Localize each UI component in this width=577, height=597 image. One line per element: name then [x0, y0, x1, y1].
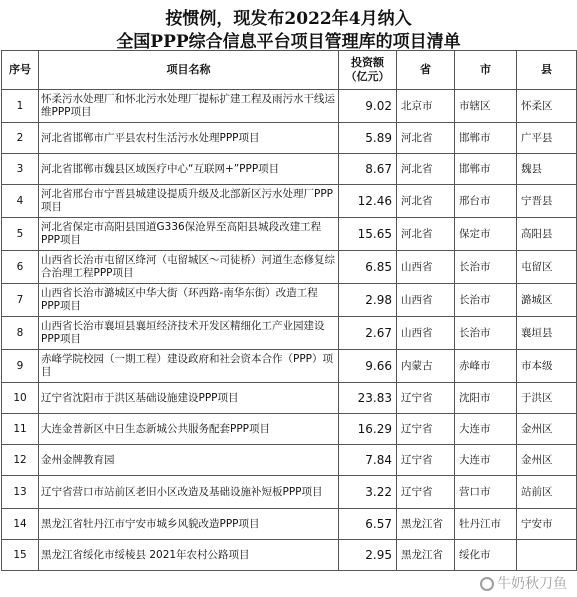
cell-seq: 4	[2, 185, 39, 218]
cell-amount: 3.22	[339, 476, 397, 509]
cell-amount: 23.83	[339, 383, 397, 414]
watermark-text: 牛奶秋刀鱼	[497, 576, 567, 592]
table-row	[2, 154, 577, 185]
cell-city: 长治市	[455, 284, 517, 317]
cell-seq: 3	[2, 154, 39, 185]
cell-county: 金州区	[517, 445, 577, 476]
cell-project-name: 河北省保定市高阳县国道G336保沧界至高阳县城段改建工程PPP项目	[39, 218, 339, 251]
cell-project-name: 黑龙江省绥化市绥棱县 2021年农村公路项目	[39, 540, 339, 571]
cell-project-name: 大连金普新区中日生态新城公共服务配套PPP项目	[39, 414, 339, 445]
header-name: 项目名称	[39, 51, 339, 90]
cell-seq: 12	[2, 445, 39, 476]
cell-amount: 16.29	[339, 414, 397, 445]
cell-amount: 7.84	[339, 445, 397, 476]
cell-province: 黑龙江省	[397, 540, 455, 571]
cell-county: 宁安市	[517, 509, 577, 540]
table-row	[2, 90, 577, 123]
cell-project-name: 山西省长治市屯留区绛河（屯留城区～司徒桥）河道生态修复综合治理工程PPP项目	[39, 251, 339, 284]
cell-county: 潞城区	[517, 284, 577, 317]
cell-seq: 11	[2, 414, 39, 445]
table-row	[2, 218, 577, 251]
cell-county: 于洪区	[517, 383, 577, 414]
title-line-2: 全国PPP综合信息平台项目管理库的项目清单	[116, 32, 461, 52]
page-title	[0, 0, 577, 50]
cell-project-name: 河北省邯郸市魏县区域医疗中心“互联网+”PPP项目	[39, 154, 339, 185]
cell-province: 辽宁省	[397, 445, 455, 476]
cell-province: 山西省	[397, 284, 455, 317]
cell-city: 牡丹江市	[455, 509, 517, 540]
cell-project-name: 山西省长治市潞城区中华大街（环西路-南华东街）改造工程PPP项目	[39, 284, 339, 317]
cell-amount: 6.85	[339, 251, 397, 284]
cell-county: 宁晋县	[517, 185, 577, 218]
cell-city: 绥化市	[455, 540, 517, 571]
cell-project-name: 金州金牌教育园	[39, 445, 339, 476]
cell-seq: 8	[2, 317, 39, 350]
table-header-row	[2, 51, 577, 90]
cell-amount: 2.98	[339, 284, 397, 317]
cell-county: 高阳县	[517, 218, 577, 251]
cell-city: 大连市	[455, 414, 517, 445]
cell-amount: 5.89	[339, 123, 397, 154]
cell-province: 北京市	[397, 90, 455, 123]
cell-seq: 14	[2, 509, 39, 540]
table-row	[2, 509, 577, 540]
table-row	[2, 350, 577, 383]
cell-amount: 2.95	[339, 540, 397, 571]
cell-county: 屯留区	[517, 251, 577, 284]
cell-project-name: 赤峰学院校园（一期工程）建设政府和社会资本合作（PPP）项目	[39, 350, 339, 383]
cell-project-name: 河北省邢台市宁晋县城建设提质升级及北部新区污水处理厂PPP项目	[39, 185, 339, 218]
cell-city: 长治市	[455, 251, 517, 284]
table-row	[2, 540, 577, 571]
cell-city: 大连市	[455, 445, 517, 476]
table-row	[2, 123, 577, 154]
cell-project-name: 辽宁省沈阳市于洪区基础设施建设PPP项目	[39, 383, 339, 414]
cell-seq: 6	[2, 251, 39, 284]
cell-county: 魏县	[517, 154, 577, 185]
cell-seq: 1	[2, 90, 39, 123]
cell-province: 河北省	[397, 218, 455, 251]
cell-project-name: 怀柔污水处理厂和怀北污水处理厂提标扩建工程及雨污水干线运维PPP项目	[39, 90, 339, 123]
table-row	[2, 476, 577, 509]
cell-county: 金州区	[517, 414, 577, 445]
cell-county: 襄垣县	[517, 317, 577, 350]
table-row	[2, 251, 577, 284]
cell-city: 保定市	[455, 218, 517, 251]
cell-city: 市辖区	[455, 90, 517, 123]
cell-project-name: 山西省长治市襄垣县襄垣经济技术开发区精细化工产业园建设PPP项目	[39, 317, 339, 350]
cell-county	[517, 540, 577, 571]
cell-seq: 13	[2, 476, 39, 509]
cell-seq: 15	[2, 540, 39, 571]
title-line-1: 按惯例，现发布2022年4月纳入	[165, 9, 412, 29]
cell-county: 怀柔区	[517, 90, 577, 123]
table-row	[2, 185, 577, 218]
cell-province: 河北省	[397, 123, 455, 154]
cell-province: 山西省	[397, 251, 455, 284]
cell-amount: 9.02	[339, 90, 397, 123]
cell-county: 站前区	[517, 476, 577, 509]
cell-amount: 8.67	[339, 154, 397, 185]
cell-province: 辽宁省	[397, 476, 455, 509]
table-row	[2, 317, 577, 350]
watermark	[480, 573, 567, 593]
header-province: 省	[397, 51, 455, 90]
table-row	[2, 414, 577, 445]
cell-amount: 9.66	[339, 350, 397, 383]
table-row	[2, 445, 577, 476]
cell-seq: 9	[2, 350, 39, 383]
cell-city: 沈阳市	[455, 383, 517, 414]
cell-city: 长治市	[455, 317, 517, 350]
cell-seq: 10	[2, 383, 39, 414]
table-row	[2, 284, 577, 317]
cell-province: 内蒙古	[397, 350, 455, 383]
cell-province: 辽宁省	[397, 414, 455, 445]
cell-amount: 12.46	[339, 185, 397, 218]
cell-seq: 5	[2, 218, 39, 251]
cell-seq: 2	[2, 123, 39, 154]
cell-city: 赤峰市	[455, 350, 517, 383]
cell-province: 山西省	[397, 317, 455, 350]
cell-city: 营口市	[455, 476, 517, 509]
cell-city: 邯郸市	[455, 154, 517, 185]
cell-city: 邢台市	[455, 185, 517, 218]
cell-province: 河北省	[397, 154, 455, 185]
header-seq: 序号	[2, 51, 39, 90]
cell-project-name: 黑龙江省牡丹江市宁安市城乡风貌改造PPP项目	[39, 509, 339, 540]
cell-amount: 15.65	[339, 218, 397, 251]
cell-county: 广平县	[517, 123, 577, 154]
project-table	[1, 50, 577, 571]
cell-amount: 6.57	[339, 509, 397, 540]
cell-county: 市本级	[517, 350, 577, 383]
cell-city: 邯郸市	[455, 123, 517, 154]
cell-seq: 7	[2, 284, 39, 317]
cell-project-name: 河北省邯郸市广平县农村生活污水处理PPP项目	[39, 123, 339, 154]
watermark-logo-icon	[480, 577, 494, 591]
header-county: 县	[517, 51, 577, 90]
cell-province: 黑龙江省	[397, 509, 455, 540]
cell-province: 辽宁省	[397, 383, 455, 414]
table-body	[2, 90, 577, 571]
cell-project-name: 辽宁省营口市站前区老旧小区改造及基础设施补短板PPP项目	[39, 476, 339, 509]
cell-amount: 2.67	[339, 317, 397, 350]
table-row	[2, 383, 577, 414]
cell-province: 河北省	[397, 185, 455, 218]
header-amount: 投资额（亿元）	[339, 51, 397, 90]
header-city: 市	[455, 51, 517, 90]
